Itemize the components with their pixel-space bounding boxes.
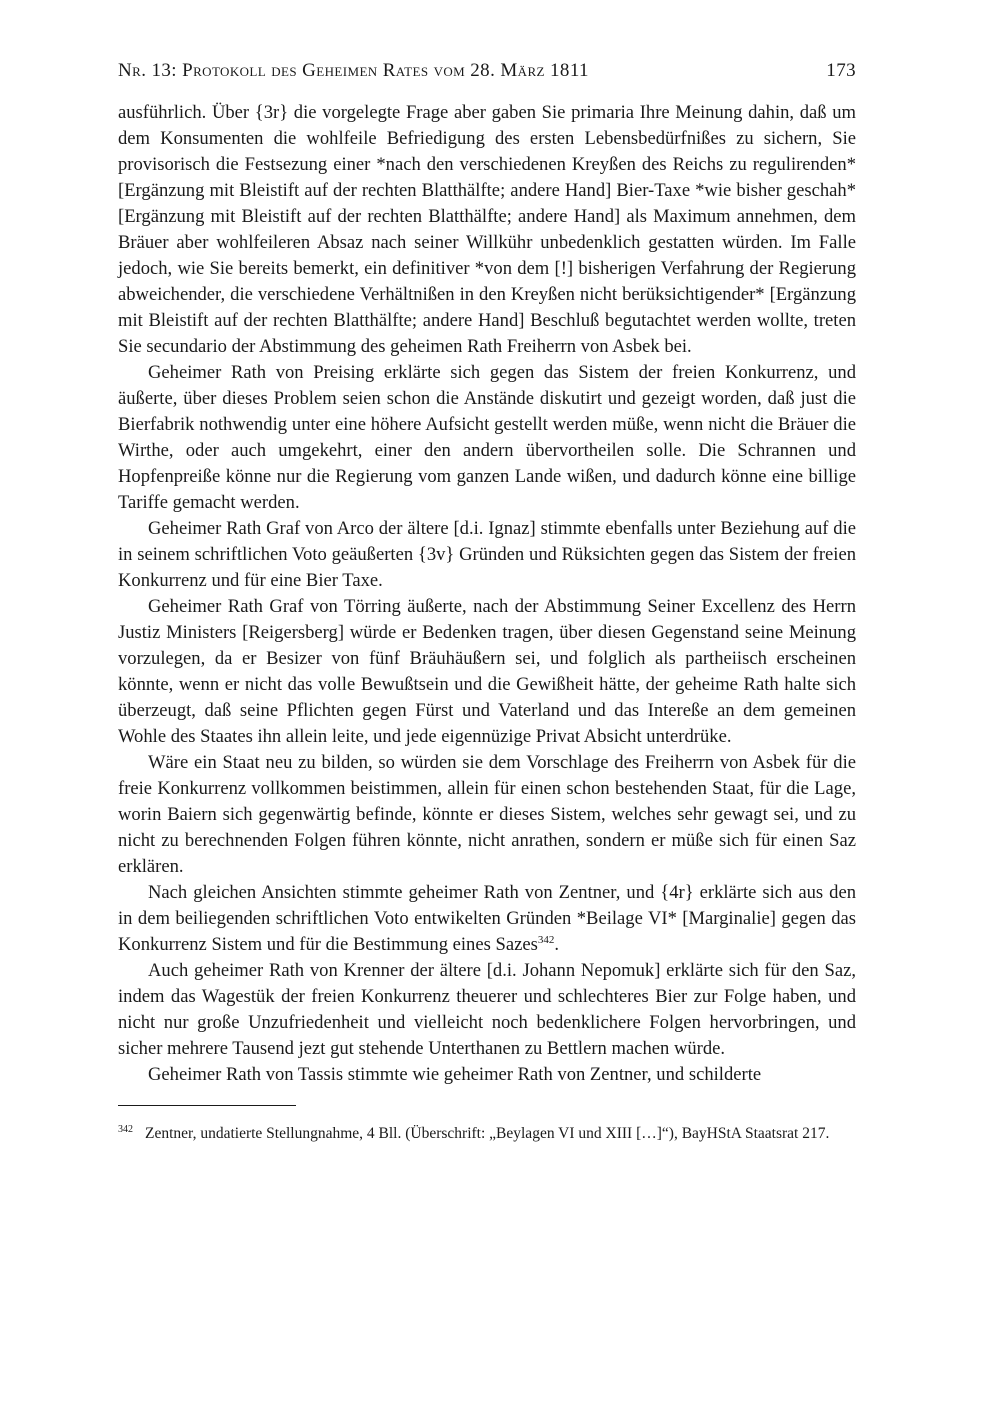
footnote-text: Zentner, undatierte Stellungnahme, 4 Bll. (Überschrift: „Beylagen VI und XIII […]“), BayHStA Staatsrat 217. — [145, 1125, 830, 1142]
footnote-reference[interactable]: 342 — [537, 933, 555, 946]
paragraph-text: Nach gleichen Ansichten stimmte geheimer Rath von Zentner, und {4r} erklärte sich aus den in dem beiliegenden schriftlichen Voto entwikelten Gründen *Beilage VI* [Marginalie] gegen das Konkurrenz Sistem und für die Bestimmung eines Sazes — [118, 882, 856, 955]
footnote-number: 342 — [118, 1123, 133, 1135]
paragraph: Auch geheimer Rath von Krenner der ältere [d.i. Johann Nepomuk] erklärte sich für den Saz, indem das Wagestük der freien Konkurrenz theuerer und schlechteres Bier zur Folge haben, und nicht nur große Unzufriedenheit und vielleicht noch bedenklichere Folgen hervorbringen, und sicher mehrere Tausend jezt gut stehende Unterthanen zu Bettlern machen würde. — [118, 960, 856, 1059]
footnote — [118, 1123, 856, 1144]
paragraph: Geheimer Rath von Tassis stimmte wie geheimer Rath von Zentner, und schilderte — [148, 1064, 762, 1085]
main-text — [118, 100, 856, 1088]
page-number: 173 — [826, 60, 856, 81]
paragraph: Geheimer Rath Graf von Törring äußerte, nach der Abstimmung Seiner Excellenz des Herrn Justiz Ministers [Reigersberg] würde er Bedenken tragen, über diesen Gegenstand seine Meinung vorzulegen, da er Besizer von fünf Bräuhäußern sei, und folglich als partheiisch erscheinen könnte, wenn er nicht das volle Bewußtsein und die Gewißheit hätte, der geheime Rath halte sich überzeugt, daß seine Pflichten gegen Fürst und Vaterland und das Intereße an dem gemeinen Wohle des Staates ihn allein leite, und jede eigennüzige Privat Absicht unterdrüke. — [118, 596, 856, 747]
paragraph: ausführlich. Über {3r} die vorgelegte Frage aber gaben Sie primaria Ihre Meinung dahin, daß um dem Konsumenten die wohlfeile Befriedigung des ersten Lebensbedürfnißes zu sichern, Sie provisorisch die Festsezung einer *nach den verschiedenen Kreyßen des Reichs zu regulirenden* [Ergänzung mit Bleistift auf der rechten Blatthälfte; andere Hand] Bier-Taxe *wie bisher geschah* [Ergänzung mit Bleistift auf der rechten Blatthälfte; andere Hand] als Maximum annehmen, dem Bräuer aber wohlfeileren Absaz nach seiner Willkühr unbedenklich gestatten würden. Im Falle jedoch, wie Sie bereits bemerkt, ein definitiver *von dem [!] bisherigen Verfahrung der Regierung abweichender, die verschiedene Verhältnißen in den Kreyßen nicht berüksichtigender* [Ergänzung mit Bleistift auf der rechten Blatthälfte; andere Hand] Beschluß begutachtet werden wollte, treten Sie secundario der Abstimmung des geheimen Rath Freiherrn von Asbek bei. — [118, 102, 856, 357]
paragraph: Wäre ein Staat neu zu bilden, so würden sie dem Vorschlage des Freiherrn von Asbek für die freie Konkurrenz vollkommen beistimmen, allein für einen schon bestehenden Staat, für die Lage, worin Baiern sich gegenwärtig befinde, könnte er dieses Sistem, welches sehr gewagt sei, und zu nicht zu berechnenden Folgen führen könnte, nicht anrathen, sondern er müße sich für einen Saz erklären. — [118, 752, 856, 877]
running-title: Nr. 13: Protokoll des Geheimen Rates vom 28. März 1811 — [118, 60, 589, 81]
paragraph — [118, 880, 856, 958]
sentence-end: . — [554, 934, 559, 955]
document-page — [118, 60, 856, 1144]
paragraph: Geheimer Rath von Preising erklärte sich gegen das Sistem der freien Konkurrenz, und äußerte, über dieses Problem seien schon die Anstände diskutirt und gezeigt worden, daß just die Bierfabrik nothwendig unter eine höhere Aufsicht gestellt werden müße, wenn nicht die Bräuer die Wirthe, oder auch umgekehrt, einer den andern übervortheilen solle. Die Schrannen und Hopfenpreiße könne nur die Regierung vom ganzen Lande wißen, und dadurch könne eine billige Tariffe gemacht werden. — [118, 362, 856, 513]
footnotes — [118, 1123, 856, 1144]
running-header — [118, 60, 856, 90]
footnote-divider — [118, 1105, 296, 1106]
paragraph: Geheimer Rath Graf von Arco der ältere [d.i. Ignaz] stimmte ebenfalls unter Beziehung auf die in seinem schriftlichen Voto geäußerten {3v} Gründen und Rüksichten gegen das Sistem der freien Konkurrenz und für eine Bier Taxe. — [118, 518, 856, 591]
